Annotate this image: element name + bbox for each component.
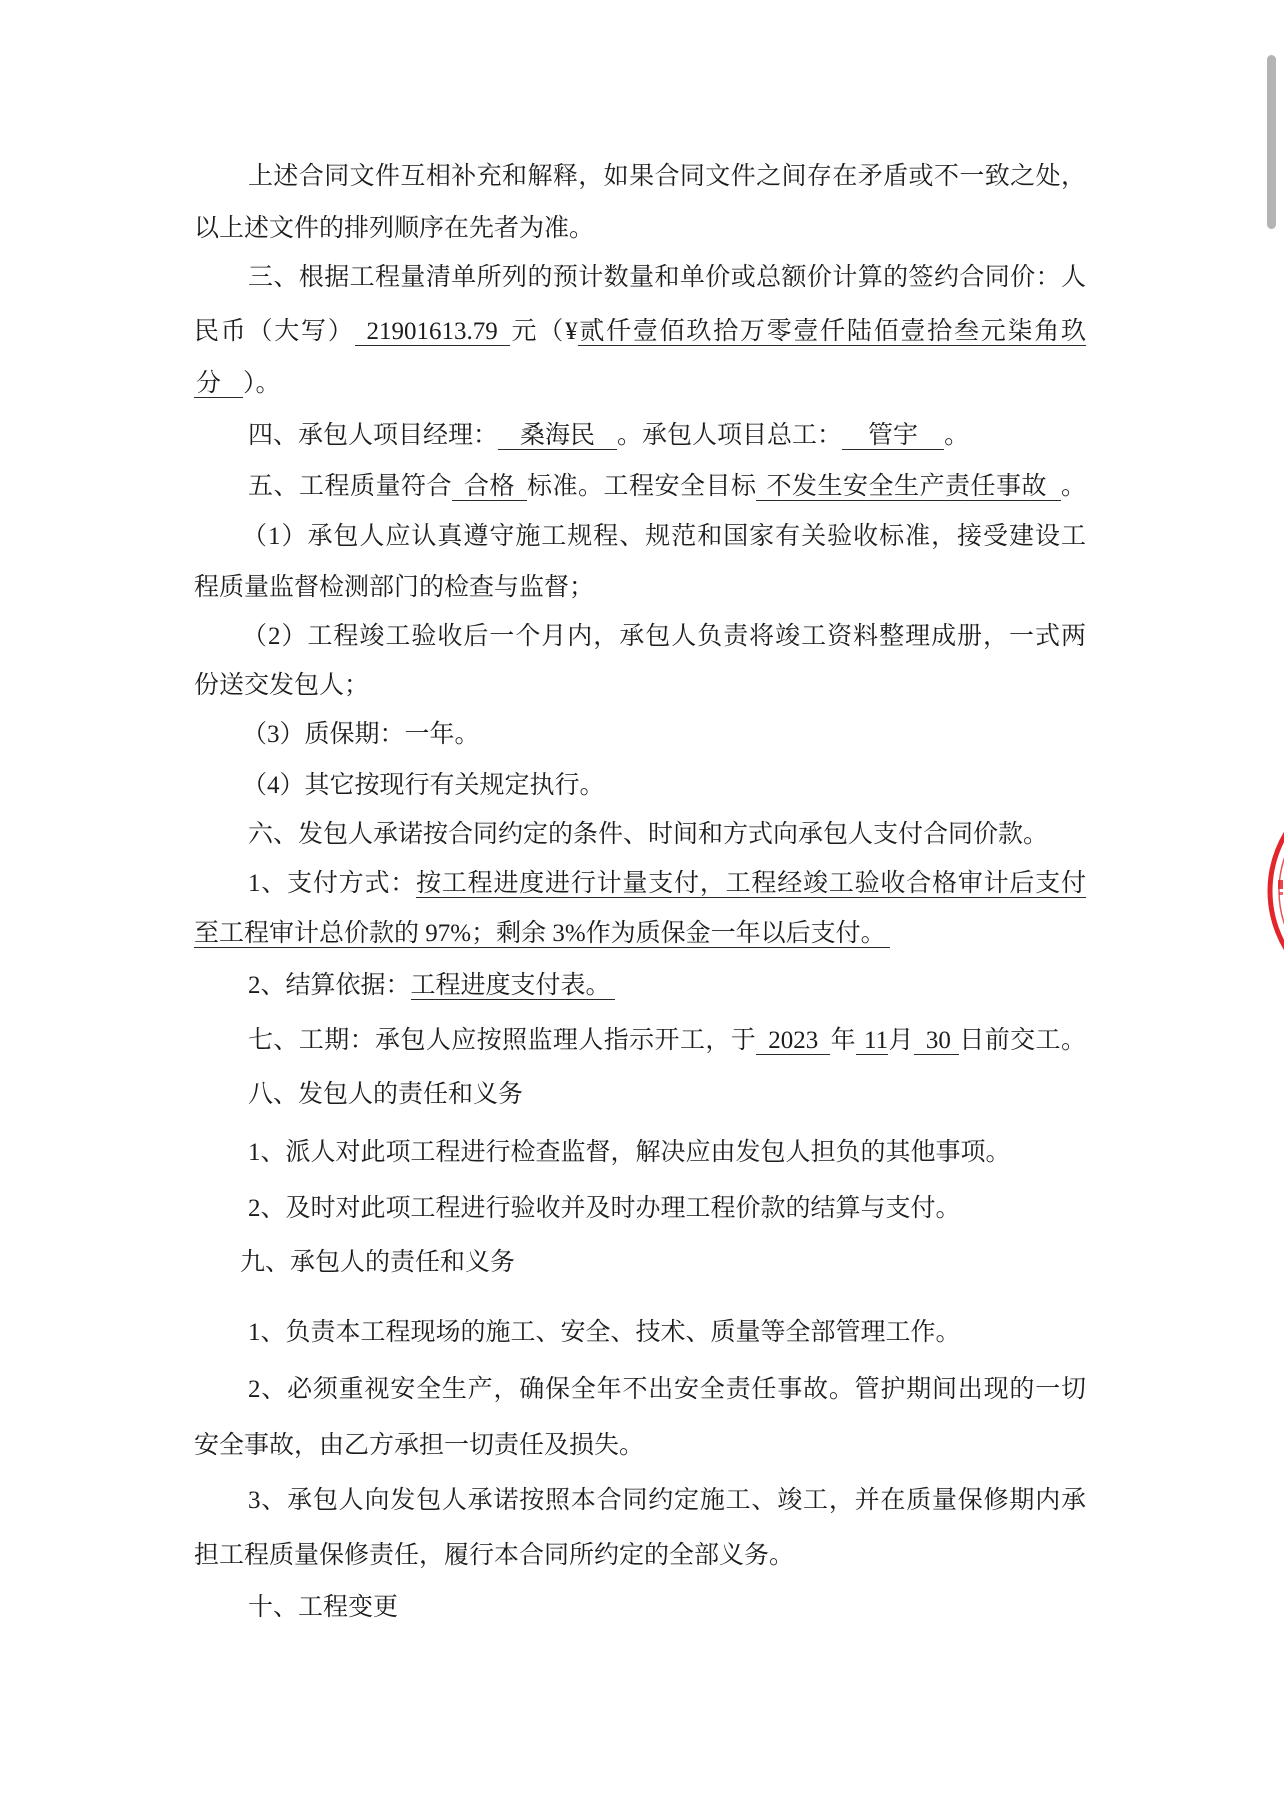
clause-5-item-1-line-2: 程质量监督检测部门的检查与监督；: [194, 574, 595, 601]
contract-amount-words-end: 分: [194, 370, 243, 398]
completion-day: 30: [914, 1027, 959, 1055]
quality-standard: 合格: [452, 473, 527, 501]
quality-label: 五、工程质量符合: [248, 473, 452, 500]
amount-unit-label: 元（¥: [509, 318, 578, 345]
project-manager-name: 桑海民: [498, 422, 617, 450]
clause-8-item-1: 1、派人对此项工程进行检查监督，解决应由发包人担负的其他事项。: [248, 1139, 1011, 1166]
intro-line-1: 上述合同文件互相补充和解释，如果合同文件之间存在矛盾或不一致之处，: [248, 163, 1086, 190]
clause-4-line: [248, 418, 969, 454]
payment-terms-line-2: 至工程审计总价款的 97%；剩余 3%作为质保金一年以后支付。: [194, 920, 890, 948]
clause-10-heading: 十、工程变更: [248, 1594, 399, 1621]
safety-label: 标准。工程安全目标: [526, 473, 757, 500]
construction-period-label: 七、工期：承包人应按照监理人指示开工，于: [248, 1027, 757, 1054]
chief-engineer-name: 管宇: [842, 422, 944, 450]
contract-amount-figures: 21901613.79: [355, 318, 510, 346]
intro-line-2: 以上述文件的排列顺序在先者为准。: [194, 215, 595, 242]
safety-target: 不发生安全生产责任事故: [756, 473, 1060, 501]
payment-method-line-2: [194, 916, 890, 952]
clause-5-item-3: （3）质保期：一年。: [242, 721, 480, 748]
clause-5-item-1-line-1: （1）承包人应认真遵守施工规程、规范和国家有关验收标准，接受建设工: [242, 523, 1086, 550]
clause-9-heading: 九、承包人的责任和义务: [240, 1249, 516, 1276]
clause-9-item-3-line-1: 3、承包人向发包人承诺按照本合同约定施工、竣工，并在质量保修期内承: [248, 1487, 1086, 1514]
currency-label: 民币（大写）: [194, 318, 355, 345]
clause-7-end: 日前交工。: [958, 1027, 1086, 1054]
clause-9-item-1: 1、负责本工程现场的施工、安全、技术、质量等全部管理工作。: [248, 1319, 961, 1346]
settlement-basis-label: 2、结算依据：: [248, 972, 411, 999]
contract-price-close: ）。: [243, 370, 281, 397]
contract-price-line-end: [194, 366, 281, 402]
settlement-basis-line: [248, 968, 615, 1004]
payment-terms-line-1: 按工程进度进行计量支付，工程经竣工验收合格审计后支付: [416, 870, 1086, 897]
clause-5-item-4: （4）其它按现行有关规定执行。: [242, 772, 605, 799]
chief-engineer-label: 。承包人项目总工：: [617, 422, 843, 449]
clause-7-line: [248, 1023, 1086, 1059]
contract-price-line: [194, 314, 1086, 350]
clause-3-line-1: 三、根据工程量清单所列的预计数量和单价或总额价计算的签约合同价：人: [248, 264, 1086, 291]
clause-9-item-2-line-1: 2、必须重视安全生产，确保全年不出安全责任事故。管护期间出现的一切: [248, 1376, 1086, 1403]
clause-5-item-2-line-1: （2）工程竣工验收后一个月内，承包人负责将竣工资料整理成册，一式两: [242, 623, 1086, 650]
clause-5-item-2-line-2: 份送交发包人；: [194, 672, 370, 699]
clause-9-item-2-line-2: 安全事故，由乙方承担一切责任及损失。: [194, 1432, 645, 1459]
scrollbar[interactable]: [1264, 50, 1279, 1740]
completion-year: 2023: [756, 1027, 830, 1055]
clause-8-heading: 八、发包人的责任和义务: [248, 1081, 524, 1108]
scrollbar-thumb[interactable]: [1267, 55, 1276, 229]
clause-5-line: [248, 469, 1086, 505]
year-unit: 年: [830, 1027, 857, 1054]
settlement-basis-value: 工程进度支付表。: [411, 972, 615, 1000]
month-unit: 月: [888, 1027, 914, 1054]
project-manager-label: 四、承包人项目经理：: [248, 422, 499, 449]
clause-6-heading: 六、发包人承诺按合同约定的条件、时间和方式向承包人支付合同价款。: [248, 821, 1049, 848]
clause-4-end: 。: [944, 422, 970, 449]
clause-5-end: 。: [1060, 473, 1086, 500]
completion-month: 11: [856, 1027, 888, 1055]
clause-8-item-2: 2、及时对此项工程进行验收并及时办理工程价款的结算与支付。: [248, 1195, 961, 1222]
contract-amount-words: 贰仟壹佰玖拾万零壹仟陆佰壹拾叁元柒角玖: [577, 318, 1086, 345]
clause-9-item-3-line-2: 担工程质量保修责任，履行本合同所约定的全部义务。: [194, 1542, 795, 1569]
payment-method-line: [248, 866, 1086, 902]
payment-method-label: 1、支付方式：: [248, 870, 417, 897]
